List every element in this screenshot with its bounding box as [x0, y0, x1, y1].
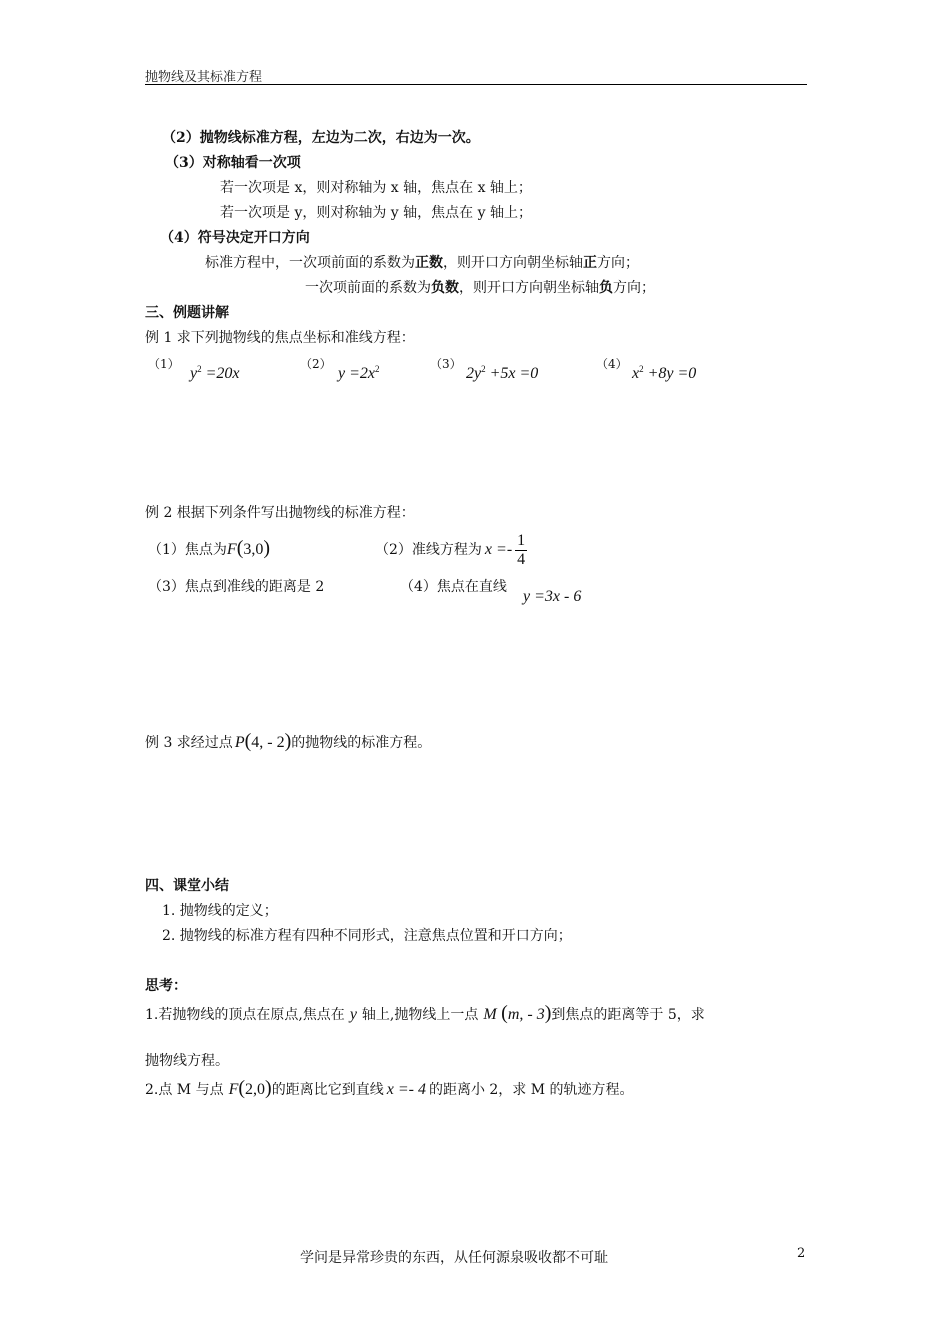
think-question-1: 1.若抛物线的顶点在原点,焦点在 y 轴上,抛物线上一点 M (m, - 3)到焦点的距离等于 5，求	[145, 1002, 705, 1024]
footer-motto: 学问是异常珍贵的东西，从任何源泉吸收都不可耻	[300, 1250, 608, 1266]
summary-item: 2. 抛物线的标准方程有四种不同形式，注意焦点位置和开口方向；	[162, 928, 572, 944]
point-4: （4）符号决定开口方向	[160, 230, 310, 246]
think-question-2: 2.点 M 与点 F(2,0)的距离比它到直线 x =- 4 的距离小 2，求 M 的轨迹方程。	[145, 1077, 634, 1099]
example-1-equation: $x^2 +8y =0$	[632, 364, 697, 382]
example-3-prompt: 例 3 求经过点 P(4, - 2)的抛物线的标准方程。	[145, 730, 432, 752]
think-title: 思考：	[145, 978, 187, 994]
point-3: （3）对称轴看一次项	[165, 155, 301, 171]
header-divider	[145, 84, 807, 85]
think-question-1-cont: 抛物线方程。	[145, 1053, 229, 1069]
example-1-item-label: （4）	[596, 357, 628, 371]
example-1-item-label: （3）	[430, 357, 462, 371]
point-3-line-2: 若一次项是 y，则对称轴为 y 轴，焦点在 y 轴上；	[220, 205, 532, 221]
example-1-item-label: （2）	[300, 357, 332, 371]
example-2-item-3: （3）焦点到准线的距离是 2	[148, 579, 325, 595]
example-2-item-4-equation: y =3x - 6	[523, 588, 582, 605]
point-2: （2）抛物线标准方程，左边为二次，右边为一次。	[162, 130, 480, 146]
section-3-title: 三、例题讲解	[145, 305, 229, 321]
example-2-item-2: （2）准线方程为 x =- $\frac{1}{4}$	[375, 531, 526, 568]
point-3-line-1: 若一次项是 x，则对称轴为 x 轴，焦点在 x 轴上；	[220, 180, 532, 196]
example-2-prompt: 例 2 根据下列条件写出抛物线的标准方程：	[145, 505, 415, 521]
section-4-title: 四、课堂小结	[145, 878, 229, 894]
summary-item: 1. 抛物线的定义；	[162, 903, 278, 919]
fraction: $\frac{1}{4}$	[517, 531, 526, 568]
page-header-title: 抛物线及其标准方程	[145, 70, 263, 85]
example-1-prompt: 例 1 求下列抛物线的焦点坐标和准线方程：	[145, 330, 415, 346]
example-1-equation: $y =2x^2$	[338, 364, 380, 382]
point-4-line-1: 标准方程中，一次项前面的系数为正数，则开口方向朝坐标轴正方向；	[205, 255, 639, 271]
example-1-equation: $y^2 =20x$	[190, 364, 240, 382]
example-1-item-label: （1）	[148, 357, 180, 371]
example-2-item-1: （1）焦点为F(3,0)	[148, 537, 271, 559]
example-1-equation: $2y^2 +5x =0$	[466, 364, 539, 382]
example-2-item-4: （4）焦点在直线	[400, 579, 507, 595]
point-4-line-2: 一次项前面的系数为负数，则开口方向朝坐标轴负方向；	[305, 280, 655, 296]
page-number: 2	[797, 1246, 806, 1261]
